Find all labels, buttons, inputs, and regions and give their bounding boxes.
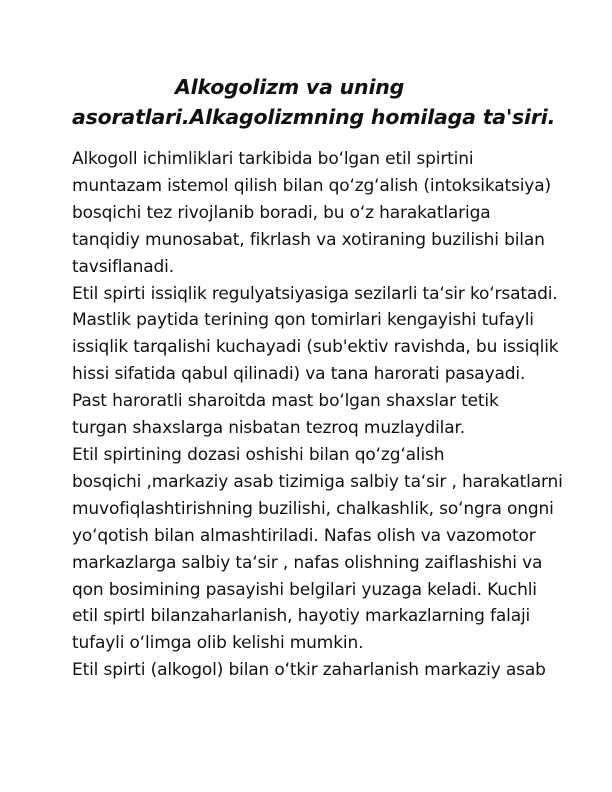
body-line: issiqlik tarqalishi kuchayadi (sub'ektiv ravishda, bu issiqlik: [72, 337, 559, 358]
document-title: [72, 72, 556, 132]
body-line: etil spirtl bilanzaharlanish, hayotiy markazlarning falaji: [72, 606, 531, 627]
body-line: hissi sifatida qabul qilinadi) va tana harorati pasayadi.: [72, 364, 526, 385]
body-line: Alkogoll ichimliklari tarkibida boʻlgan etil spirtini: [72, 149, 474, 169]
body-line: Etil spirti issiqlik regulyatsiyasiga sezilarli taʻsir koʻrsatadi.: [72, 283, 558, 304]
body-line: muntazam istemol qilish bilan qoʻzgʻalish (intoksikatsiya): [72, 175, 551, 196]
body-line: tufayli oʻlimga olib kelishi mumkin.: [72, 633, 364, 654]
body-line: tanqidiy munosabat, fikrlash va xotiraning buzilishi bilan: [72, 229, 545, 250]
body-line: markazlarga salbiy taʻsir , nafas olishning zaiflashishi va: [72, 552, 543, 573]
body-line: yoʻqotish bilan almashtiriladi. Nafas olish va vazomotor: [72, 525, 536, 546]
title-line: asoratlari.Alkagolizmning homilaga ta'siri.: [72, 105, 556, 129]
document-body: [72, 146, 563, 684]
body-line: tavsiflanadi.: [72, 256, 175, 277]
body-line: bosqichi tez rivojlanib boradi, bu oʻz harakatlariga: [72, 202, 491, 223]
body-line: Mastlik paytida terining qon tomirlari kengayishi tufayli: [72, 310, 534, 331]
body-line: qon bosimining pasayishi belgilari yuzaga keladi. Kuchli: [72, 579, 537, 600]
body-line: bosqichi ,markaziy asab tizimiga salbiy taʻsir , harakatlarni: [72, 471, 563, 492]
body-line: turgan shaxslarga nisbatan tezroq muzlaydilar.: [72, 418, 466, 439]
title-line: Alkogolizm va uning: [175, 75, 405, 99]
body-line: muvofiqlashtirishning buzilishi, chalkashlik, soʻngra ongni: [72, 498, 554, 519]
body-line: Etil spirti (alkogol) bilan oʻtkir zaharlanish markaziy asab: [72, 660, 546, 681]
body-line: Past haroratli sharoitda mast boʻlgan shaxslar tetik: [72, 391, 499, 412]
body-line: Etil spirtining dozasi oshishi bilan qoʻzgʻalish: [72, 444, 445, 465]
